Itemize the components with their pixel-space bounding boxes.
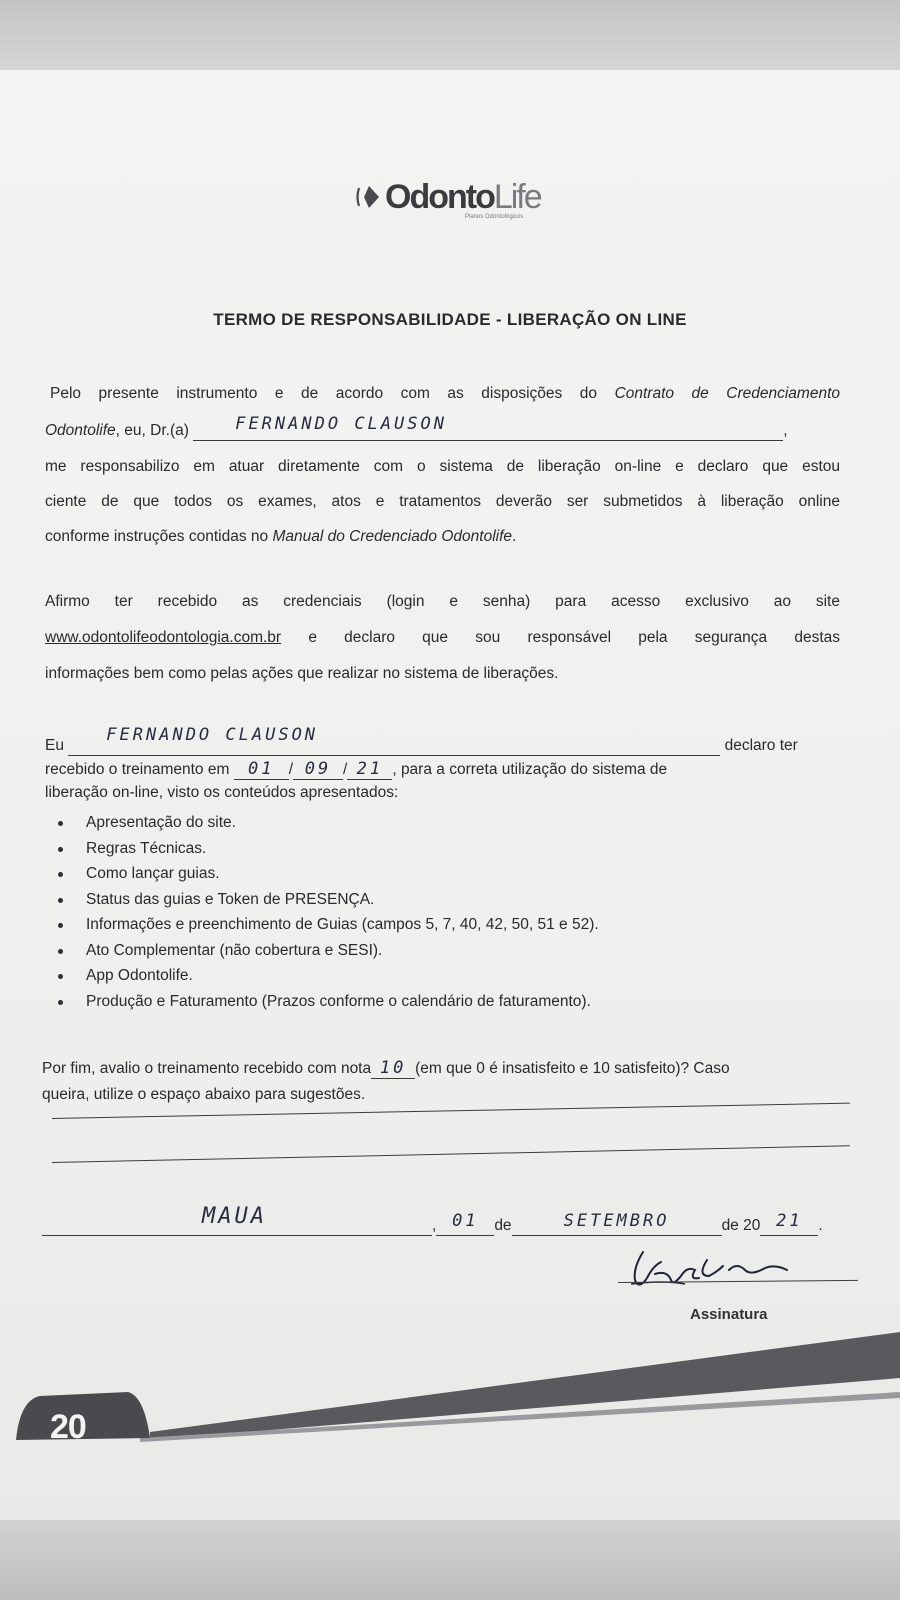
logo-wordmark: OdontoLife	[385, 178, 541, 216]
list-item: Como lançar guias.	[50, 863, 599, 889]
trainee-name-field[interactable]	[68, 725, 720, 756]
page-number: 20	[50, 1408, 86, 1446]
odontolife-logo	[355, 178, 555, 228]
date-year-handwritten: 21	[776, 1211, 803, 1231]
para2-line2: www.odontolifeodontologia.com.br e declaro que sou responsável pela segurança destas	[45, 629, 841, 646]
list-item: App Odontolife.	[50, 965, 599, 991]
list-item: Status das guias e Token de PRESENÇA.	[50, 889, 599, 915]
date-line: MAUA , 01 de SETEMBRO de 20 21 .	[42, 1205, 872, 1239]
para1-line5: conforme instruções contidas no Manual do Credenciado Odontolife.	[45, 528, 517, 545]
signature-label: Assinatura	[690, 1306, 768, 1323]
training-year-field[interactable]	[347, 759, 392, 780]
training-month-field[interactable]	[293, 759, 343, 780]
city-field[interactable]	[42, 1205, 432, 1236]
website-link[interactable]: www.odontolifeodontologia.com.br	[45, 629, 282, 646]
para2-line1: Afirmo ter recebido as credenciais (login e senha) para acesso exclusivo ao site	[45, 593, 840, 610]
date-day-handwritten: 01	[452, 1211, 479, 1231]
training-month-handwritten: 09	[304, 759, 332, 779]
para1-line1: Pelo presente instrumento e de acordo com as disposições do Contrato de Credenciamento	[50, 385, 840, 402]
doctor-name-field[interactable]	[193, 414, 783, 441]
para1-line2: Odontolife, eu, Dr.(a) FERNANDO CLAUSON ,	[45, 414, 788, 439]
list-item: Ato Complementar (não cobertura e SESI).	[50, 940, 599, 966]
training-day-handwritten: 01	[247, 759, 275, 779]
rating-line2: queira, utilize o espaço abaixo para sugestões.	[42, 1086, 366, 1103]
tooth-drop-icon	[355, 184, 381, 210]
para3-line1: Eu FERNANDO CLAUSON declaro ter	[45, 725, 798, 754]
para3-line3: liberação on-line, visto os conteúdos apresentados:	[45, 784, 399, 801]
rating-line1: Por fim, avalio o treinamento recebido com nota 10 (em que 0 é insatisfeito e 10 satisfeito)? Caso	[42, 1058, 730, 1078]
list-item: Produção e Faturamento (Prazos conforme o calendário de faturamento).	[50, 991, 599, 1017]
logo-tagline: Planos Odontológicos	[465, 214, 524, 220]
list-item: Informações e preenchimento de Guias (campos 5, 7, 40, 42, 50, 51 e 52).	[50, 914, 599, 940]
training-year-handwritten: 21	[356, 759, 384, 779]
training-topics-list	[50, 812, 599, 1016]
footer-stripe-graphic	[0, 1320, 900, 1460]
training-day-field[interactable]	[234, 759, 289, 780]
rating-score-field[interactable]	[371, 1058, 415, 1079]
list-item: Apresentação do site.	[50, 812, 599, 838]
document-title: TERMO DE RESPONSABILIDADE - LIBERAÇÃO ON LINE	[213, 310, 687, 329]
rating-score-handwritten: 10	[379, 1058, 407, 1078]
para2-line3: informações bem como pelas ações que realizar no sistema de liberações.	[45, 665, 559, 682]
handwritten-signature	[625, 1240, 805, 1300]
para3-line2: recebido o treinamento em 01 / 09 / 21 , para a correta utilização do sistema de	[45, 759, 668, 779]
doctor-name-handwritten: FERNANDO CLAUSON	[235, 414, 447, 434]
date-year-field[interactable]	[760, 1211, 818, 1236]
photo-background-bottom	[0, 1520, 900, 1600]
para1-line3: me responsabilizo em atuar diretamente com o sistema de liberação on-line e declaro que estou	[45, 458, 840, 475]
city-handwritten: MAUA	[202, 1204, 267, 1229]
list-item: Regras Técnicas.	[50, 838, 599, 864]
photo-background-top	[0, 0, 900, 80]
trainee-name-handwritten: FERNANDO CLAUSON	[106, 725, 319, 745]
date-day-field[interactable]	[436, 1211, 494, 1236]
para1-line4: ciente de que todos os exames, atos e tratamentos deverão ser submetidos à liberação online	[45, 493, 840, 510]
date-month-field[interactable]	[512, 1211, 722, 1236]
date-month-handwritten: SETEMBRO	[563, 1211, 670, 1231]
